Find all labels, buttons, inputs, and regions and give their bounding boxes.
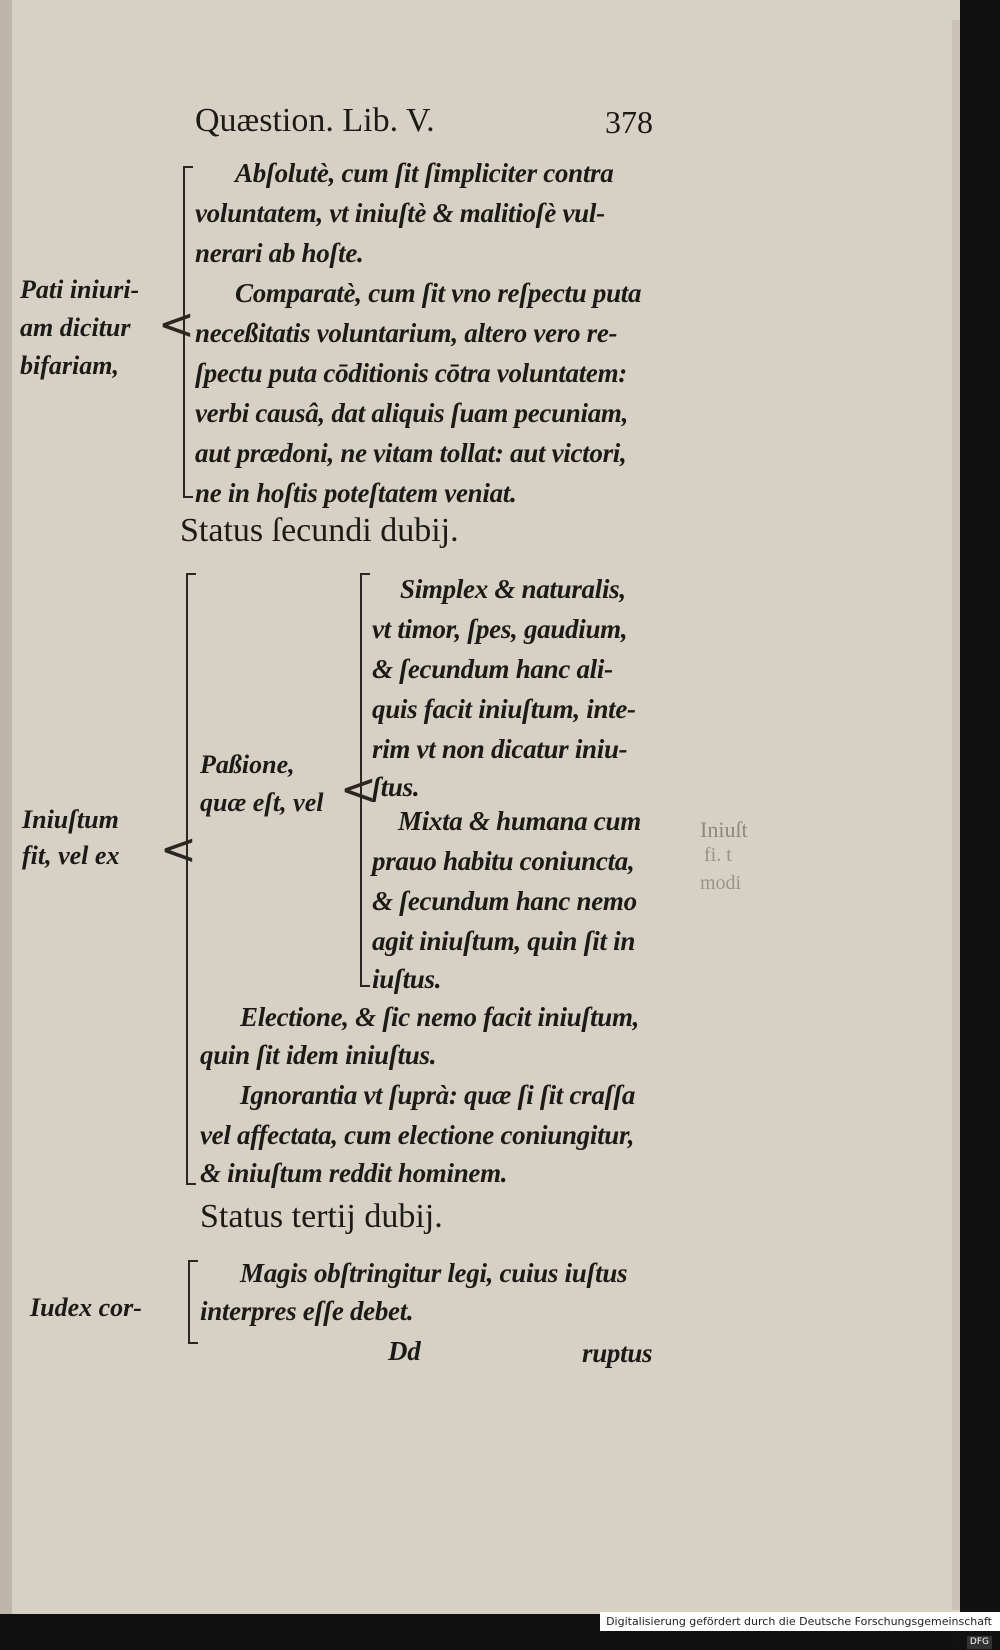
text-line: Mixta & humana cum (398, 806, 641, 836)
brace-point-icon: < (158, 299, 195, 350)
text-line: quis facit iniuſtum, inte- (372, 694, 636, 724)
text-line: & ſecundum hanc nemo (372, 886, 637, 916)
page-edge (952, 20, 960, 1610)
catchword: ruptus (582, 1338, 653, 1368)
text-line: interpres eſſe debet. (200, 1296, 414, 1326)
text-line: Electione, & ſic nemo facit iniuſtum, (240, 1002, 640, 1032)
passione-label: Paßione, (200, 750, 295, 779)
text-line: aut prædoni, ne vitam tollat: aut victori, (195, 438, 627, 468)
text-line: agit iniuſtum, quin ſit in (372, 926, 636, 956)
svg-text:modi: modi (700, 872, 742, 894)
footer-text: Digitalisierung gefördert durch die Deutsche Forschungsgemeinschaft (606, 1615, 992, 1628)
text-line: & ſecundum hanc ali- (372, 654, 613, 684)
brace (186, 575, 188, 1183)
text-line: rim vt non dicatur iniu- (372, 734, 628, 764)
side-label-line: Pati iniuri- (20, 275, 140, 304)
text-line: Comparatè, cum ſit vno reſpectu puta (235, 278, 642, 308)
text-line: ſpectu puta cōditionis cōtra voluntatem: (195, 358, 627, 388)
side-label-line: fit, vel ex (22, 841, 120, 870)
digitization-footer: Digitalisierung gefördert durch die Deutsche Forschungsgemeinschaft · DFG (600, 1612, 1000, 1631)
text-line: ne in hoſtis poteſtatem veniat. (195, 478, 517, 508)
text-line: & iniuſtum reddit hominem. (200, 1158, 508, 1188)
side-label-line: bifariam, (20, 351, 119, 380)
section-heading: Status ſecundi dubij. (180, 512, 459, 549)
text-line: neceßitatis voluntarium, altero vero re- (195, 318, 618, 348)
brace-point-icon: < (160, 824, 197, 875)
text-line: Abſolutè, cum ſit ſimpliciter contra (235, 158, 614, 188)
brace-point-icon: < (340, 764, 377, 815)
passione-label: quæ eſt, vel (200, 788, 324, 817)
page-gutter (0, 0, 12, 1614)
inner-brace (360, 575, 362, 985)
dfg-logo: DFG (967, 1636, 992, 1649)
brace (183, 168, 185, 496)
text-line: Ignorantia vt ſuprà: quæ ſi ſit craſſa (240, 1080, 636, 1110)
running-title: Quæstion. Lib. V. (195, 102, 435, 139)
svg-text:fi. t: fi. t (704, 844, 732, 866)
text-line: vel affectata, cum electione coniungitur, (200, 1120, 635, 1150)
side-label-line: Iniuſtum (22, 805, 119, 834)
text-line: Simplex & naturalis, (400, 574, 626, 604)
text-line: ſtus. (372, 772, 420, 802)
bleed-through-text (700, 815, 820, 910)
signature-mark: Dd (388, 1336, 421, 1366)
side-label-line: Iudex cor- (30, 1293, 142, 1322)
text-line: quin ſit idem iniuſtus. (200, 1040, 437, 1070)
svg-text:Iniuſt: Iniuſt (700, 817, 748, 842)
text-line: iuſtus. (372, 964, 442, 994)
brace (188, 1262, 190, 1342)
bleed-through-marks (700, 815, 820, 910)
text-line: voluntatem, vt iniuſtè & malitioſè vul- (195, 198, 605, 228)
page-number: 378 (605, 104, 653, 140)
text-line: prauo habitu coniuncta, (372, 846, 635, 876)
text-line: verbi causâ, dat aliquis ſuam pecuniam, (195, 398, 629, 428)
text-line: Magis obſtringitur legi, cuius iuſtus (240, 1258, 628, 1288)
side-label-line: am dicitur (20, 313, 131, 342)
section-heading: Status tertij dubij. (200, 1198, 443, 1235)
text-line: nerari ab hoſte. (195, 238, 364, 268)
text-line: vt timor, ſpes, gaudium, (372, 614, 628, 644)
